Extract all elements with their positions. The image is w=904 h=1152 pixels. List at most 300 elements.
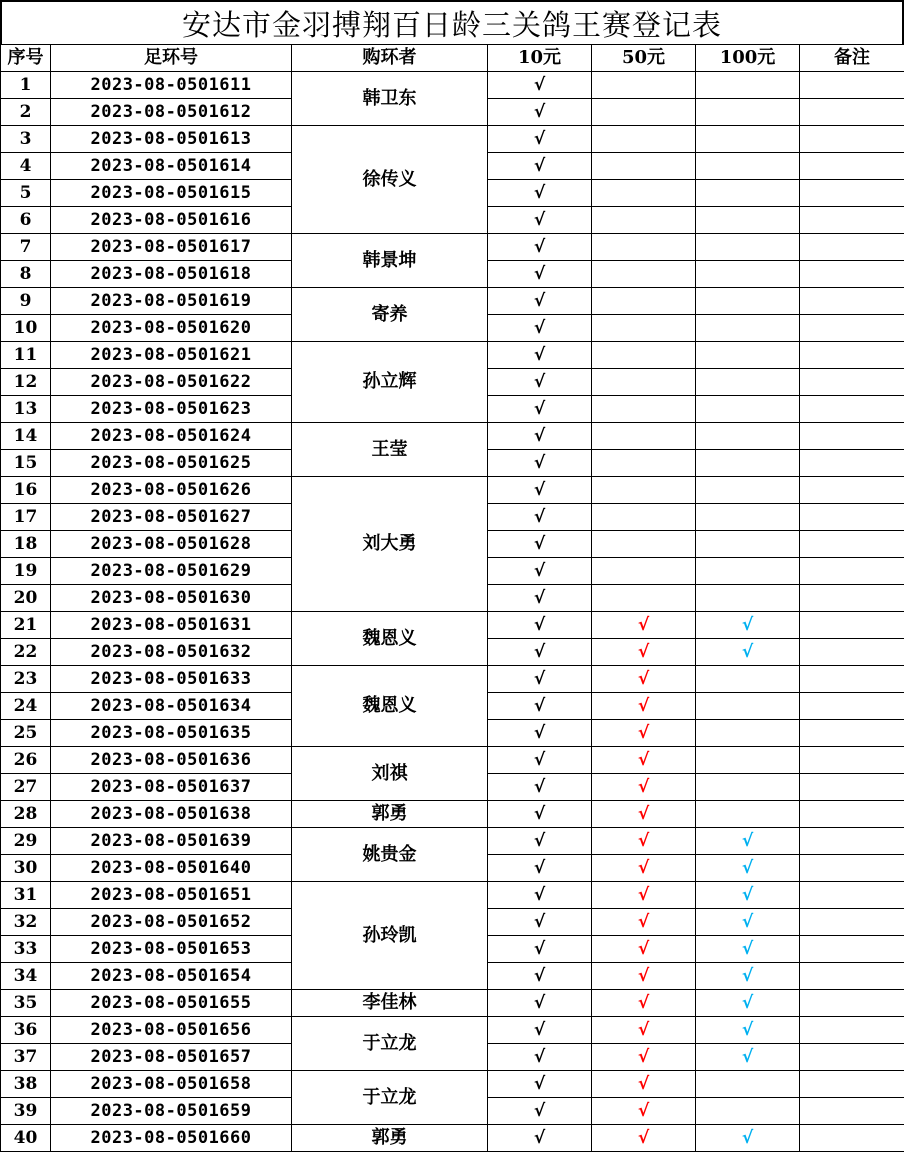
check-50-yuan-cell [592,909,696,936]
check-10-yuan-cell [488,396,592,423]
checkmark-icon: √ [742,831,753,851]
checkmark-icon: √ [638,642,649,662]
header-row [1,45,904,72]
ring-number: 2023-08-0501658 [51,1071,292,1098]
ring-number: 2023-08-0501629 [51,558,292,585]
buyer-name: 王莹 [292,423,488,477]
check-50-yuan-cell [592,666,696,693]
check-100-yuan-cell [696,504,800,531]
check-10-yuan-cell [488,504,592,531]
ring-number: 2023-08-0501655 [51,990,292,1017]
check-50-yuan-cell [592,180,696,207]
check-50-yuan-cell [592,153,696,180]
buyer-name: 寄养 [292,288,488,342]
table-row [1,801,904,828]
check-10-yuan-cell [488,72,592,99]
ring-number: 2023-08-0501639 [51,828,292,855]
checkmark-icon: √ [638,1101,649,1121]
remarks-cell [800,693,904,720]
row-index: 36 [1,1017,51,1044]
checkmark-icon: √ [638,912,649,932]
buyer-name: 姚贵金 [292,828,488,882]
check-50-yuan-cell [592,612,696,639]
checkmark-icon: √ [534,642,545,662]
check-50-yuan-cell [592,369,696,396]
checkmark-icon: √ [534,156,545,176]
remarks-cell [800,126,904,153]
buyer-name: 刘大勇 [292,477,488,612]
row-index: 35 [1,990,51,1017]
ring-number: 2023-08-0501660 [51,1125,292,1152]
check-100-yuan-cell [696,639,800,666]
check-100-yuan-cell [696,531,800,558]
check-10-yuan-cell [488,855,592,882]
remarks-cell [800,801,904,828]
check-50-yuan-cell [592,639,696,666]
remarks-cell [800,558,904,585]
row-index: 23 [1,666,51,693]
check-50-yuan-cell [592,396,696,423]
buyer-name: 徐传义 [292,126,488,234]
table-row [1,666,904,693]
check-50-yuan-cell [592,99,696,126]
check-50-yuan-cell [592,423,696,450]
checkmark-icon: √ [534,615,545,635]
remarks-cell [800,504,904,531]
header-50-yuan: 50元 [592,45,696,72]
row-index: 2 [1,99,51,126]
check-10-yuan-cell [488,909,592,936]
check-50-yuan-cell [592,315,696,342]
check-100-yuan-cell [696,774,800,801]
check-10-yuan-cell [488,153,592,180]
check-10-yuan-cell [488,99,592,126]
check-100-yuan-cell [696,558,800,585]
ring-number: 2023-08-0501630 [51,585,292,612]
table-row [1,828,904,855]
check-100-yuan-cell [696,234,800,261]
row-index: 24 [1,693,51,720]
check-10-yuan-cell [488,1125,592,1152]
row-index: 34 [1,963,51,990]
remarks-cell [800,450,904,477]
checkmark-icon: √ [742,939,753,959]
ring-number: 2023-08-0501652 [51,909,292,936]
table-row [1,882,904,909]
remarks-cell [800,315,904,342]
row-index: 16 [1,477,51,504]
ring-number: 2023-08-0501615 [51,180,292,207]
ring-number: 2023-08-0501624 [51,423,292,450]
table-row [1,1125,904,1152]
checkmark-icon: √ [638,939,649,959]
row-index: 29 [1,828,51,855]
registration-table [0,44,904,1152]
row-index: 13 [1,396,51,423]
check-10-yuan-cell [488,423,592,450]
checkmark-icon: √ [534,939,545,959]
row-index: 33 [1,936,51,963]
remarks-cell [800,585,904,612]
check-50-yuan-cell [592,261,696,288]
check-10-yuan-cell [488,531,592,558]
row-index: 25 [1,720,51,747]
check-50-yuan-cell [592,963,696,990]
check-100-yuan-cell [696,801,800,828]
checkmark-icon: √ [742,1020,753,1040]
table-row [1,990,904,1017]
buyer-name: 魏恩义 [292,666,488,747]
check-10-yuan-cell [488,234,592,261]
header-index: 序号 [1,45,51,72]
remarks-cell [800,234,904,261]
check-50-yuan-cell [592,720,696,747]
ring-number: 2023-08-0501625 [51,450,292,477]
ring-number: 2023-08-0501612 [51,99,292,126]
row-index: 5 [1,180,51,207]
checkmark-icon: √ [534,264,545,284]
check-50-yuan-cell [592,1017,696,1044]
check-10-yuan-cell [488,1098,592,1125]
remarks-cell [800,963,904,990]
checkmark-icon: √ [534,372,545,392]
checkmark-icon: √ [638,804,649,824]
row-index: 15 [1,450,51,477]
check-100-yuan-cell [696,423,800,450]
check-10-yuan-cell [488,126,592,153]
check-50-yuan-cell [592,936,696,963]
row-index: 22 [1,639,51,666]
checkmark-icon: √ [742,642,753,662]
check-50-yuan-cell [592,882,696,909]
checkmark-icon: √ [534,75,545,95]
checkmark-icon: √ [638,669,649,689]
row-index: 1 [1,72,51,99]
check-100-yuan-cell [696,396,800,423]
ring-number: 2023-08-0501621 [51,342,292,369]
check-10-yuan-cell [488,477,592,504]
buyer-name: 魏恩义 [292,612,488,666]
check-100-yuan-cell [696,180,800,207]
check-10-yuan-cell [488,747,592,774]
remarks-cell [800,1071,904,1098]
checkmark-icon: √ [534,534,545,554]
checkmark-icon: √ [638,993,649,1013]
check-100-yuan-cell [696,585,800,612]
check-10-yuan-cell [488,585,592,612]
check-100-yuan-cell [696,882,800,909]
ring-number: 2023-08-0501611 [51,72,292,99]
ring-number: 2023-08-0501620 [51,315,292,342]
check-10-yuan-cell [488,666,592,693]
check-10-yuan-cell [488,639,592,666]
check-50-yuan-cell [592,585,696,612]
checkmark-icon: √ [534,1128,545,1148]
checkmark-icon: √ [638,966,649,986]
remarks-cell [800,747,904,774]
check-100-yuan-cell [696,369,800,396]
check-100-yuan-cell [696,828,800,855]
check-50-yuan-cell [592,801,696,828]
check-50-yuan-cell [592,558,696,585]
checkmark-icon: √ [638,1047,649,1067]
check-50-yuan-cell [592,693,696,720]
ring-number: 2023-08-0501617 [51,234,292,261]
checkmark-icon: √ [742,1128,753,1148]
row-index: 40 [1,1125,51,1152]
checkmark-icon: √ [534,183,545,203]
check-100-yuan-cell [696,963,800,990]
check-50-yuan-cell [592,855,696,882]
check-50-yuan-cell [592,774,696,801]
check-10-yuan-cell [488,774,592,801]
remarks-cell [800,855,904,882]
check-10-yuan-cell [488,558,592,585]
check-50-yuan-cell [592,288,696,315]
checkmark-icon: √ [534,426,545,446]
ring-number: 2023-08-0501626 [51,477,292,504]
checkmark-icon: √ [534,966,545,986]
checkmark-icon: √ [638,831,649,851]
checkmark-icon: √ [534,291,545,311]
checkmark-icon: √ [534,993,545,1013]
checkmark-icon: √ [638,777,649,797]
check-50-yuan-cell [592,828,696,855]
checkmark-icon: √ [534,777,545,797]
check-100-yuan-cell [696,450,800,477]
checkmark-icon: √ [742,858,753,878]
remarks-cell [800,1125,904,1152]
check-100-yuan-cell [696,261,800,288]
row-index: 26 [1,747,51,774]
remarks-cell [800,1017,904,1044]
row-index: 28 [1,801,51,828]
check-100-yuan-cell [696,99,800,126]
table-row [1,288,904,315]
checkmark-icon: √ [534,480,545,500]
check-10-yuan-cell [488,288,592,315]
checkmark-icon: √ [638,1128,649,1148]
checkmark-icon: √ [534,345,545,365]
table-body [1,72,904,1152]
ring-number: 2023-08-0501651 [51,882,292,909]
checkmark-icon: √ [742,885,753,905]
check-50-yuan-cell [592,126,696,153]
row-index: 19 [1,558,51,585]
remarks-cell [800,882,904,909]
remarks-cell [800,1044,904,1071]
row-index: 11 [1,342,51,369]
row-index: 30 [1,855,51,882]
check-50-yuan-cell [592,531,696,558]
checkmark-icon: √ [638,1074,649,1094]
remarks-cell [800,180,904,207]
sheet-title: 安达市金羽搏翔百日龄三关鸽王赛登记表 [0,0,904,44]
buyer-name: 郭勇 [292,801,488,828]
buyer-name: 孙玲凯 [292,882,488,990]
remarks-cell [800,288,904,315]
check-100-yuan-cell [696,1017,800,1044]
remarks-cell [800,828,904,855]
row-index: 14 [1,423,51,450]
check-50-yuan-cell [592,504,696,531]
check-100-yuan-cell [696,693,800,720]
check-100-yuan-cell [696,720,800,747]
check-50-yuan-cell [592,234,696,261]
check-50-yuan-cell [592,1098,696,1125]
ring-number: 2023-08-0501614 [51,153,292,180]
row-index: 12 [1,369,51,396]
ring-number: 2023-08-0501632 [51,639,292,666]
checkmark-icon: √ [534,453,545,473]
check-10-yuan-cell [488,180,592,207]
ring-number: 2023-08-0501631 [51,612,292,639]
row-index: 37 [1,1044,51,1071]
buyer-name: 韩景坤 [292,234,488,288]
check-10-yuan-cell [488,342,592,369]
row-index: 4 [1,153,51,180]
buyer-name: 于立龙 [292,1017,488,1071]
ring-number: 2023-08-0501656 [51,1017,292,1044]
remarks-cell [800,342,904,369]
checkmark-icon: √ [534,507,545,527]
check-100-yuan-cell [696,153,800,180]
row-index: 8 [1,261,51,288]
check-100-yuan-cell [696,1044,800,1071]
ring-number: 2023-08-0501627 [51,504,292,531]
check-100-yuan-cell [696,207,800,234]
remarks-cell [800,153,904,180]
ring-number: 2023-08-0501618 [51,261,292,288]
check-50-yuan-cell [592,450,696,477]
remarks-cell [800,207,904,234]
check-50-yuan-cell [592,477,696,504]
checkmark-icon: √ [534,912,545,932]
checkmark-icon: √ [534,696,545,716]
ring-number: 2023-08-0501637 [51,774,292,801]
ring-number: 2023-08-0501622 [51,369,292,396]
row-index: 18 [1,531,51,558]
row-index: 6 [1,207,51,234]
check-50-yuan-cell [592,72,696,99]
checkmark-icon: √ [534,1074,545,1094]
check-100-yuan-cell [696,1071,800,1098]
remarks-cell [800,720,904,747]
table-row [1,72,904,99]
checkmark-icon: √ [534,1020,545,1040]
remarks-cell [800,612,904,639]
header-remarks: 备注 [800,45,904,72]
checkmark-icon: √ [742,912,753,932]
header-10-yuan: 10元 [488,45,592,72]
remarks-cell [800,936,904,963]
row-index: 27 [1,774,51,801]
checkmark-icon: √ [534,804,545,824]
buyer-name: 李佳林 [292,990,488,1017]
checkmark-icon: √ [742,1047,753,1067]
table-row [1,747,904,774]
check-100-yuan-cell [696,288,800,315]
row-index: 32 [1,909,51,936]
checkmark-icon: √ [534,588,545,608]
header-buyer: 购环者 [292,45,488,72]
check-100-yuan-cell [696,909,800,936]
checkmark-icon: √ [534,129,545,149]
check-100-yuan-cell [696,612,800,639]
check-10-yuan-cell [488,450,592,477]
check-10-yuan-cell [488,936,592,963]
row-index: 39 [1,1098,51,1125]
row-index: 21 [1,612,51,639]
row-index: 17 [1,504,51,531]
check-100-yuan-cell [696,747,800,774]
checkmark-icon: √ [534,210,545,230]
check-10-yuan-cell [488,261,592,288]
check-10-yuan-cell [488,882,592,909]
row-index: 10 [1,315,51,342]
table-row [1,126,904,153]
checkmark-icon: √ [534,318,545,338]
remarks-cell [800,99,904,126]
checkmark-icon: √ [638,750,649,770]
buyer-name: 孙立辉 [292,342,488,423]
ring-number: 2023-08-0501640 [51,855,292,882]
table-row [1,234,904,261]
remarks-cell [800,531,904,558]
table-row [1,1017,904,1044]
checkmark-icon: √ [534,102,545,122]
checkmark-icon: √ [638,1020,649,1040]
header-100-yuan: 100元 [696,45,800,72]
ring-number: 2023-08-0501659 [51,1098,292,1125]
ring-number: 2023-08-0501654 [51,963,292,990]
checkmark-icon: √ [534,885,545,905]
check-10-yuan-cell [488,1071,592,1098]
check-10-yuan-cell [488,1044,592,1071]
row-index: 3 [1,126,51,153]
buyer-name: 于立龙 [292,1071,488,1125]
ring-number: 2023-08-0501613 [51,126,292,153]
ring-number: 2023-08-0501657 [51,1044,292,1071]
checkmark-icon: √ [742,993,753,1013]
ring-number: 2023-08-0501619 [51,288,292,315]
check-100-yuan-cell [696,342,800,369]
check-10-yuan-cell [488,1017,592,1044]
checkmark-icon: √ [534,750,545,770]
check-100-yuan-cell [696,1098,800,1125]
check-10-yuan-cell [488,990,592,1017]
check-10-yuan-cell [488,207,592,234]
checkmark-icon: √ [742,615,753,635]
remarks-cell [800,774,904,801]
ring-number: 2023-08-0501635 [51,720,292,747]
row-index: 20 [1,585,51,612]
check-100-yuan-cell [696,666,800,693]
remarks-cell [800,990,904,1017]
check-50-yuan-cell [592,1125,696,1152]
remarks-cell [800,639,904,666]
checkmark-icon: √ [638,696,649,716]
ring-number: 2023-08-0501636 [51,747,292,774]
check-100-yuan-cell [696,126,800,153]
header-ring-number: 足环号 [51,45,292,72]
checkmark-icon: √ [534,831,545,851]
checkmark-icon: √ [638,723,649,743]
check-50-yuan-cell [592,990,696,1017]
ring-number: 2023-08-0501616 [51,207,292,234]
remarks-cell [800,1098,904,1125]
check-50-yuan-cell [592,207,696,234]
